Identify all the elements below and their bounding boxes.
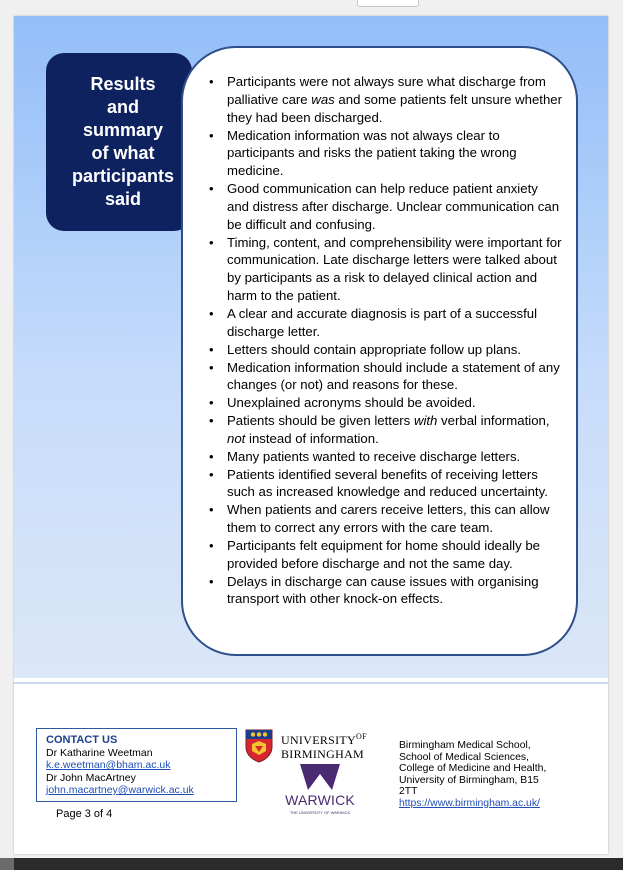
birmingham-wordmark (281, 730, 367, 761)
finding-item (227, 573, 562, 609)
address-line-2: School of Medical Sciences, (399, 751, 529, 763)
finding-text: Letters should contain appropriate follow up plans. (227, 341, 521, 357)
finding-item (227, 501, 562, 537)
finding-emphasis: not (227, 430, 246, 446)
findings-list (227, 73, 562, 608)
finding-text: Many patients wanted to receive discharge letters. (227, 448, 521, 464)
finding-item (227, 73, 562, 127)
page-number: Page 3 of 4 (56, 808, 113, 820)
finding-text: Medication information was not always clear to participants and risks the patient taking the wrong medicine. (227, 127, 517, 179)
section-heading: Results and summary of what participants said (71, 74, 175, 209)
finding-text: Timing, content, and comprehensibility were important for communication. Late discharge letters were talked about by participants as a risk to delayed clinical action and harm to the patient. (227, 234, 562, 304)
birmingham-crest-icon (245, 729, 273, 763)
contact-email-link-2[interactable]: john.macartney@warwick.ac.uk (46, 784, 194, 796)
finding-text: Medication information should include a statement of any changes (or not) and reasons for these. (227, 359, 560, 393)
contact-box (36, 728, 237, 802)
finding-text: When patients and carers receive letters, this can allow them to correct any errors with the care team. (227, 502, 550, 536)
finding-emphasis: was (311, 91, 335, 107)
warwick-wordmark: WARWICK (285, 792, 355, 808)
section-heading-box (46, 53, 192, 231)
finding-item (227, 448, 562, 466)
address-line-1: Birmingham Medical School, (399, 740, 531, 751)
finding-text: Good communication can help reduce patient anxiety and distress after discharge. Unclear communication can be difficult and confusing. (227, 181, 560, 232)
finding-text: Patients should be given letters (227, 413, 414, 429)
contact-name-1: Dr Katharine Weetman (46, 746, 153, 759)
birmingham-word-university: UNIVERSITY (281, 733, 356, 747)
finding-text: Participants felt equipment for home should ideally be provided before discharge and not the same day. (227, 537, 541, 571)
bottom-bar-handle[interactable] (0, 858, 14, 870)
finding-text: Unexplained acronyms should be avoided. (227, 395, 476, 411)
birmingham-word-of: OF (356, 732, 367, 741)
contact-name-2: Dr John MacArtney (46, 771, 136, 784)
finding-item (227, 412, 562, 448)
finding-item (227, 234, 562, 305)
finding-item (227, 127, 562, 181)
finding-text: instead of information. (245, 430, 379, 446)
finding-item (227, 394, 562, 412)
bottom-bar (0, 858, 623, 870)
warwick-logo (278, 762, 362, 818)
address-block (399, 740, 569, 810)
address-line-5: 2TT (399, 786, 418, 798)
finding-text: A clear and accurate diagnosis is part of a successful discharge letter. (227, 305, 538, 339)
findings-panel (181, 46, 578, 656)
address-line-3: College of Medicine and Health, (399, 763, 547, 775)
warwick-subtitle: THE UNIVERSITY OF WARWICK (289, 810, 351, 815)
finding-text: verbal information, (437, 413, 550, 429)
finding-item (227, 180, 562, 234)
finding-text: Participants were not always sure what discharge from palliative care (227, 74, 546, 107)
finding-text: Patients identified several benefits of receiving letters such as increased knowledge and reduced uncertainty. (227, 466, 548, 500)
toolbar-tab[interactable] (357, 0, 419, 7)
finding-item (227, 305, 562, 341)
finding-text: Delays in discharge can cause issues with organising transport with other knock-on effects. (227, 573, 539, 607)
footer-divider (14, 682, 608, 684)
finding-item (227, 537, 562, 573)
contact-email-link-1[interactable]: k.e.weetman@bham.ac.uk (46, 759, 171, 771)
finding-emphasis: with (413, 413, 438, 429)
document-page (14, 16, 608, 854)
finding-item (227, 341, 562, 359)
finding-item (227, 359, 562, 395)
address-line-4: University of Birmingham, B15 (399, 774, 539, 786)
birmingham-word-birmingham: BIRMINGHAM (281, 747, 365, 761)
contact-heading: CONTACT US (46, 734, 118, 746)
finding-item (227, 466, 562, 502)
warwick-w-icon (278, 762, 362, 792)
finding-text: and some patients felt unsure whether they had been discharged. (227, 91, 563, 125)
website-link[interactable]: https://www.birmingham.ac.uk/ (399, 797, 540, 809)
